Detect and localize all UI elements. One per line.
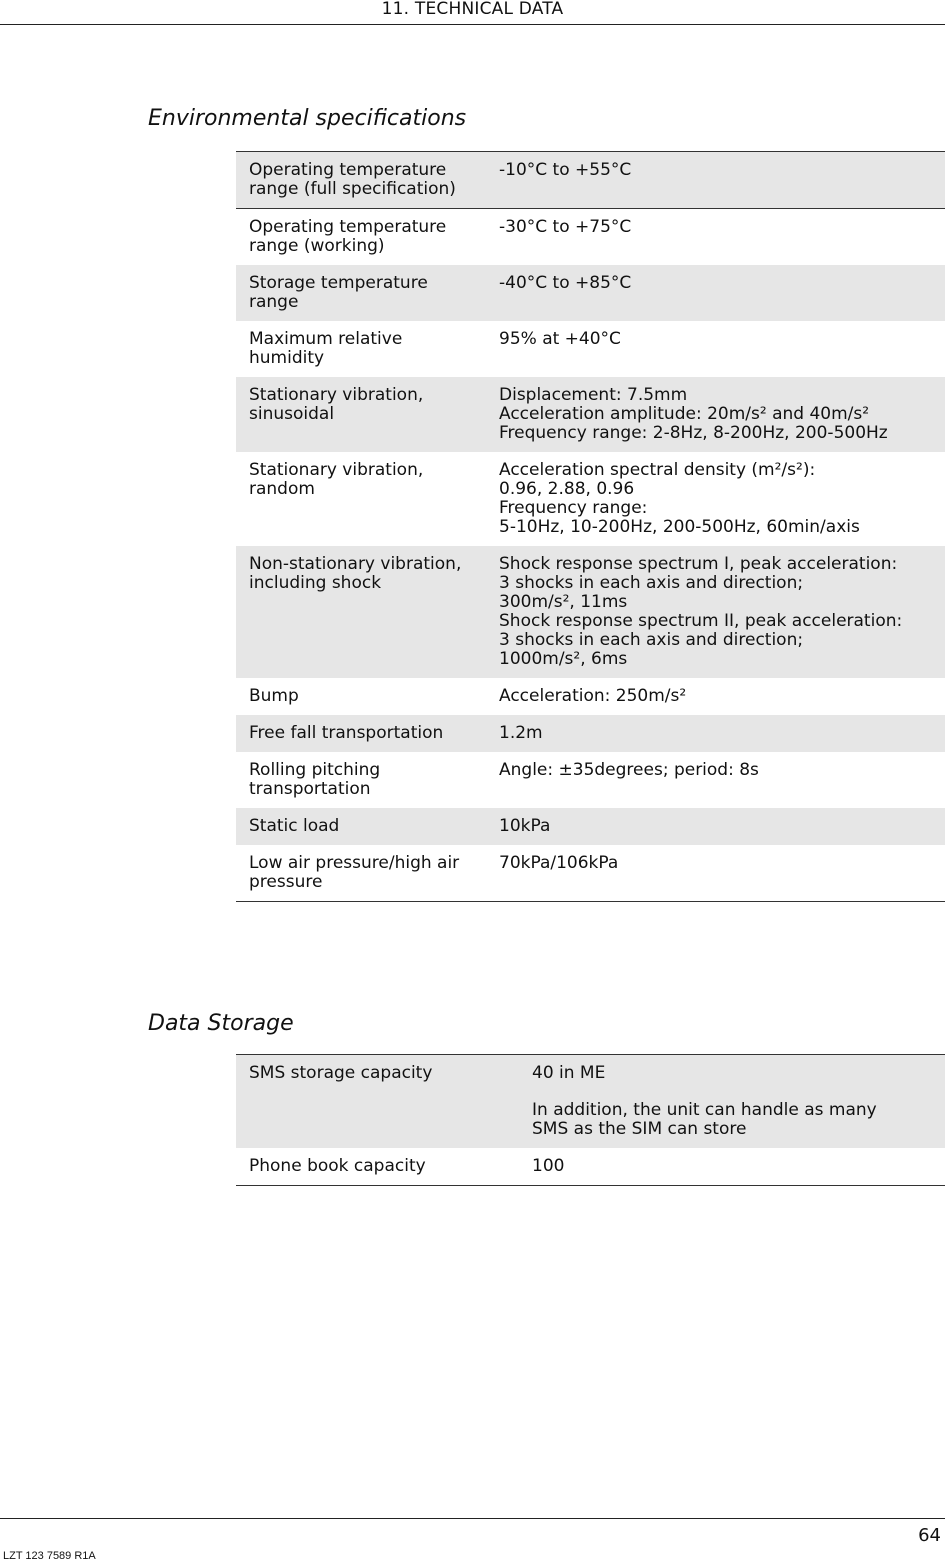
row-label: Low air pressure/high air pressure <box>249 853 460 892</box>
row-value: 100 <box>532 1156 565 1176</box>
table-row <box>236 546 945 678</box>
table-row <box>236 377 945 452</box>
row-value: 95% at +40°C <box>499 329 621 349</box>
table-row <box>236 845 945 902</box>
row-value: Angle: ±35degrees; period: 8s <box>499 760 759 780</box>
row-label: Stationary vibration, sinusoidal <box>236 377 486 452</box>
table-row <box>236 808 945 845</box>
row-label: Operating temperature range (full specification) <box>236 152 486 209</box>
row-value: Acceleration: 250m/s² <box>499 686 687 706</box>
table-row <box>236 452 945 546</box>
table-row <box>236 321 945 377</box>
table-row <box>236 715 945 752</box>
footer-divider <box>0 1518 945 1519</box>
table-row <box>236 678 945 715</box>
row-label: SMS storage capacity <box>236 1055 519 1149</box>
row-value: -40°C to +85°C <box>486 265 945 321</box>
row-label: Phone book capacity <box>249 1156 426 1176</box>
row-value: Acceleration spectral density (m²/s²): 0.96, 2.88, 0.96 Frequency range: 5-10Hz, 10-200Hz, 200-500Hz, 60min/axis <box>499 460 860 537</box>
row-value: 10kPa <box>486 808 945 845</box>
row-value: 1.2m <box>486 715 945 752</box>
row-label: Static load <box>236 808 486 845</box>
row-value: Shock response spectrum I, peak acceleration: 3 shocks in each axis and direction; 300m/s², 11ms Shock response spectrum II, peak acceleration: 3 shocks in each axis and direction; 1000m/s², 6ms <box>486 546 945 678</box>
row-label: Storage temperature range <box>236 265 486 321</box>
document-id: LZT 123 7589 R1A <box>3 1550 96 1562</box>
row-value: 70kPa/106kPa <box>499 853 619 873</box>
section-heading-environmental: Environmental specifications <box>148 106 467 131</box>
row-value: Displacement: 7.5mm Acceleration amplitude: 20m/s² and 40m/s² Frequency range: 2-8Hz, 8-200Hz, 200-500Hz <box>486 377 945 452</box>
table-row <box>236 1148 945 1186</box>
table-row <box>236 265 945 321</box>
paragraph-gap <box>532 1083 937 1101</box>
row-label: Bump <box>249 686 299 706</box>
row-value: -10°C to +55°C <box>486 152 945 209</box>
table-row <box>236 1055 945 1149</box>
row-label: Non-stationary vibration, including shock <box>236 546 486 678</box>
row-label: Rolling pitching transportation <box>249 760 381 799</box>
row-label: Free fall transportation <box>236 715 486 752</box>
table-row <box>236 209 945 266</box>
data-storage-table <box>236 1054 945 1186</box>
row-label: Operating temperature range (working) <box>249 217 447 256</box>
row-value: -30°C to +75°C <box>499 217 632 237</box>
section-heading-data-storage: Data Storage <box>148 1011 294 1036</box>
row-label: Stationary vibration, random <box>249 460 424 499</box>
row-label: Maximum relative humidity <box>249 329 403 368</box>
environmental-spec-table <box>236 151 945 902</box>
row-value: 40 in ME In addition, the unit can handle as many SMS as the SIM can store <box>519 1055 945 1149</box>
header-divider <box>0 24 945 25</box>
page-header-title: 11. TECHNICAL DATA <box>381 0 564 19</box>
table-row <box>236 752 945 808</box>
table-row <box>236 152 945 209</box>
page-number: 64 <box>918 1525 941 1546</box>
